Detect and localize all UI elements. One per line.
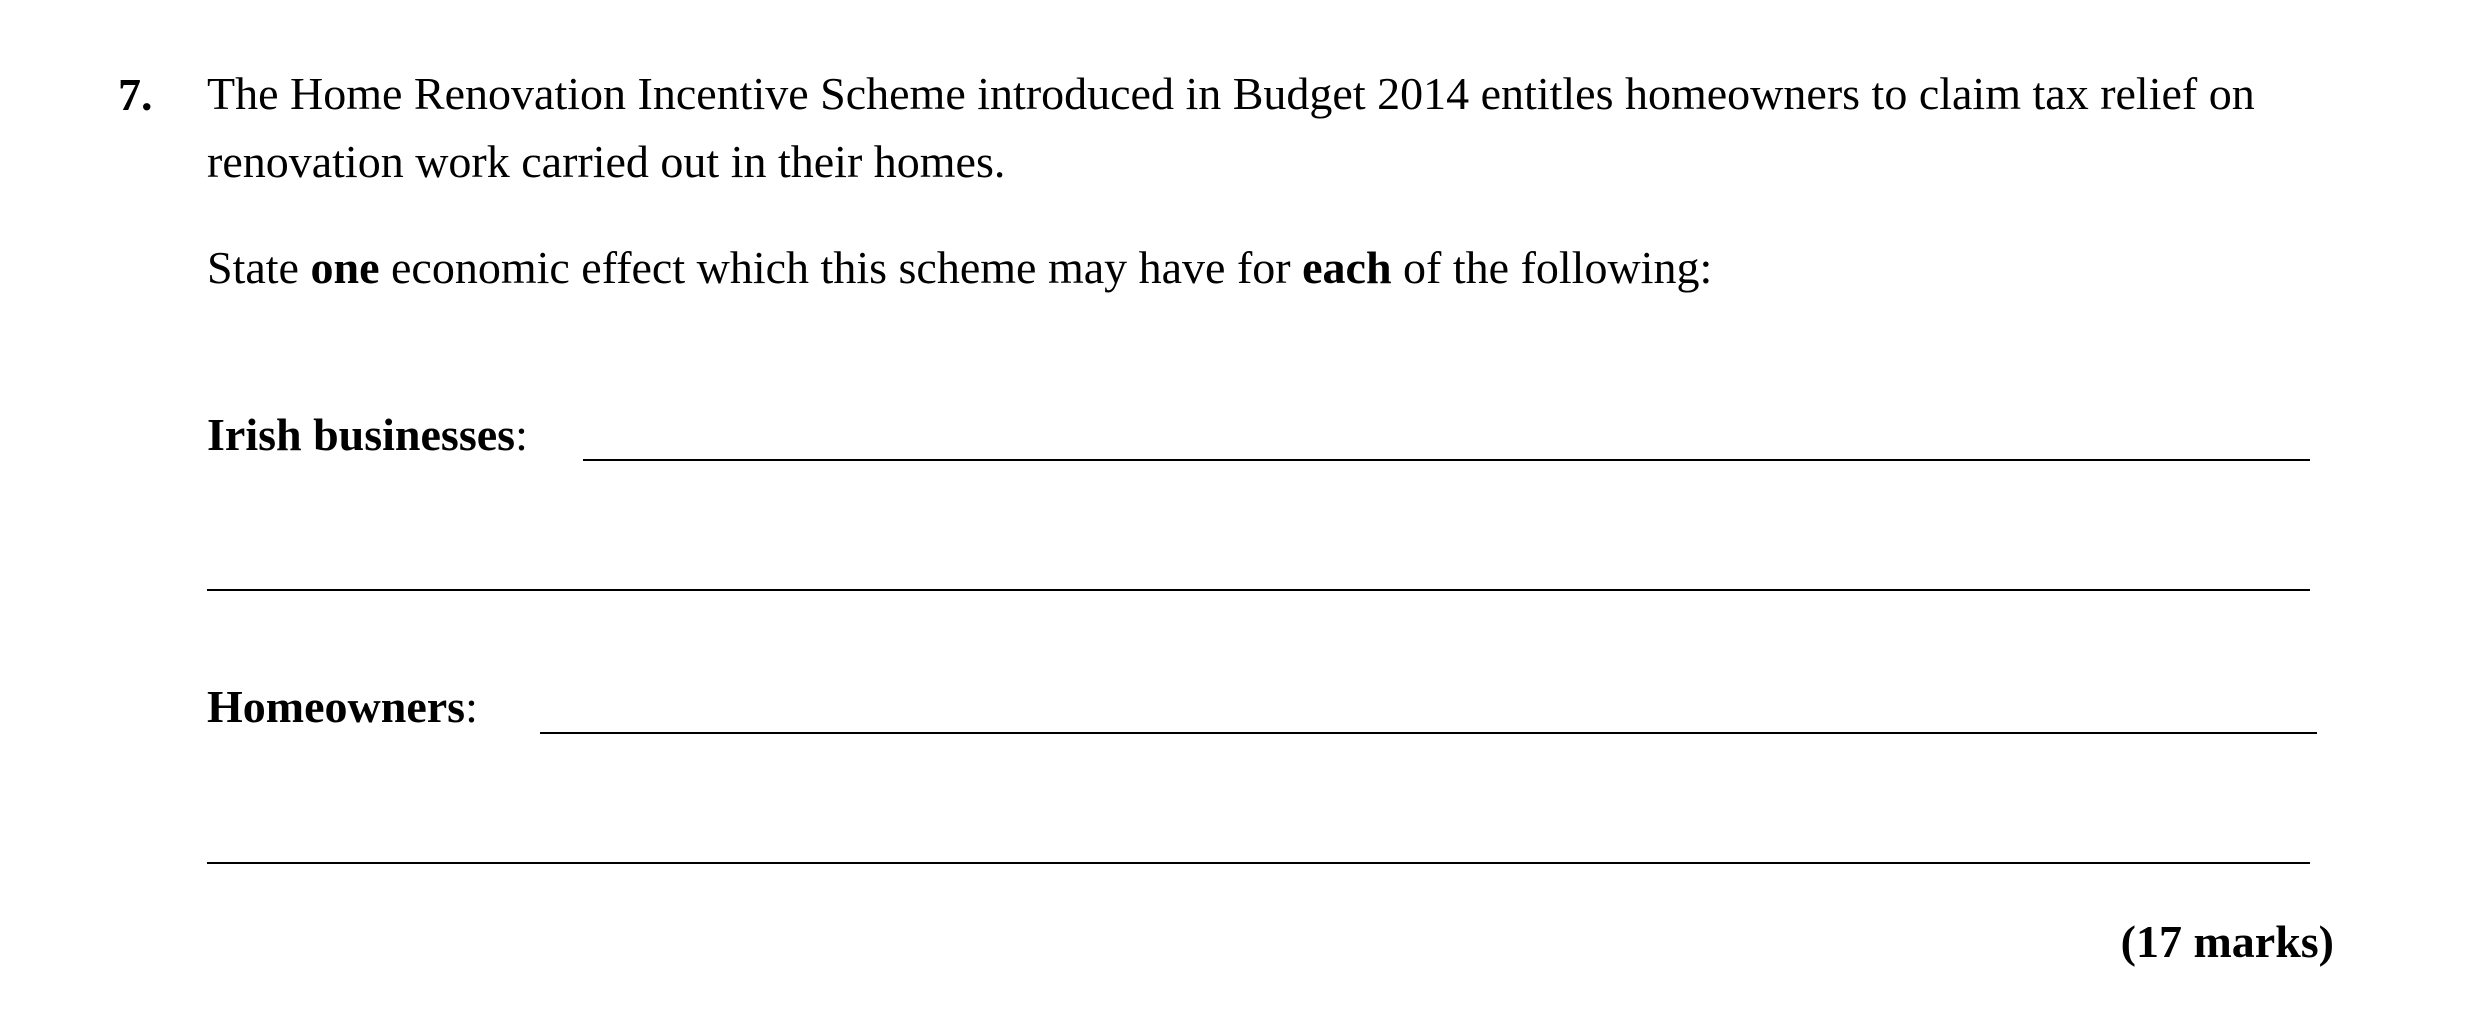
answer-label-homeowners xyxy=(207,673,478,741)
answer-line-homeowners-2[interactable] xyxy=(207,862,2310,864)
question-number: 7. xyxy=(118,69,153,120)
answer-label-text: Irish businesses xyxy=(207,409,516,460)
answer-label-colon: : xyxy=(515,409,528,460)
question-stem: The Home Renovation Incentive Scheme introduced in Budget 2014 entitles homeowners to claim tax relief on renovation work carried out in their homes. xyxy=(207,68,2255,187)
instruction-text-1: State xyxy=(207,242,311,293)
instruction-text-2: economic effect which this scheme may have for xyxy=(379,242,1303,293)
instruction-emphasis-one: one xyxy=(310,242,380,293)
marks-allocation: (17 marks) xyxy=(2120,916,2334,967)
answer-line-irish-businesses-1[interactable] xyxy=(583,459,2310,461)
instruction-text-3: of the following: xyxy=(1391,242,1713,293)
answer-label-colon: : xyxy=(465,681,478,732)
answer-line-homeowners-1[interactable] xyxy=(540,732,2317,734)
question-instruction xyxy=(207,234,1712,302)
answer-line-irish-businesses-2[interactable] xyxy=(207,589,2310,591)
instruction-emphasis-each: each xyxy=(1302,242,1392,293)
answer-label-text: Homeowners xyxy=(207,681,466,732)
answer-label-irish-businesses xyxy=(207,401,528,469)
